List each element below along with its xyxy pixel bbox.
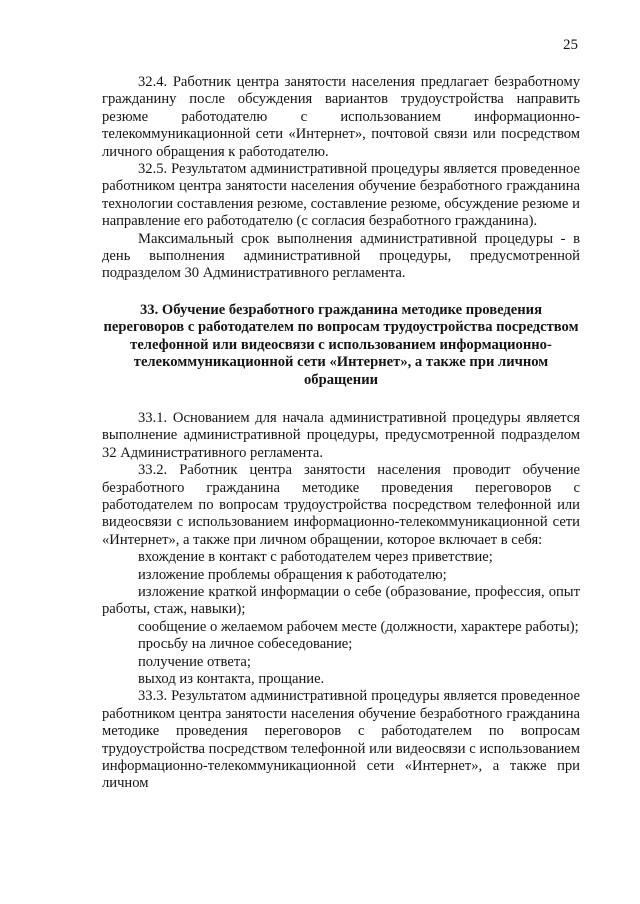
list-item-desired-job: сообщение о желаемом рабочем месте (должности, характере работы); — [138, 618, 579, 635]
document-body — [102, 74, 580, 793]
section-heading-33: 33. Обучение безработного гражданина методике проведения переговоров с работодателем по вопросам трудоустройства посредством телефонной или видеосвязи с использованием информационно-телекоммуникационной сети «Интернет», а также при личном обращении — [103, 301, 579, 388]
paragraph-32-4: 32.4. Работник центра занятости населения предлагает безработному гражданину после обсуждения вариантов трудоустройства направить резюме работодателю с использованием информационно-телекоммуникационной сети «Интернет», почтовой связи или посредством личного обращения к работодателю. — [102, 74, 580, 160]
page-number: 25 — [563, 37, 578, 53]
paragraph-33-1: 33.1. Основанием для начала административной процедуры является выполнение административной процедуры, предусмотренной подразделом 32 Административного регламента. — [102, 409, 580, 461]
list-item-interview-request: просьбу на личное собеседование; — [138, 636, 353, 653]
paragraph-max-term: Максимальный срок выполнения административной процедуры - в день выполнения административной процедуры, предусмотренной подразделом 30 Административного регламента. — [102, 230, 580, 282]
paragraph-32-5: 32.5. Результатом административной процедуры является проведенное работником центра занятости населения обучение безработного гражданина технологии составления резюме, составление резюме, обсуждение резюме и направление его работодателю (с согласия безработного гражданина). — [102, 161, 580, 230]
paragraph-33-2: 33.2. Работник центра занятости населения проводит обучение безработного гражданина методике проведения переговоров с работодателем по вопросам трудоустройства посредством телефонной или видеосвязи с использованием информационно-телекоммуникационной сети «Интернет», а также при личном обращении, которое включает в себя: — [102, 462, 580, 548]
list-item-farewell: выход из контакта, прощание. — [138, 671, 325, 687]
list-item-answer: получение ответа; — [138, 653, 251, 670]
list-item-contact: вхождение в контакт с работодателем через приветствие; — [138, 549, 493, 566]
list-item-problem: изложение проблемы обращения к работодателю; — [138, 566, 447, 583]
paragraph-33-3: 33.3. Результатом административной процедуры является проведенное работником центра занятости населения обучение безработного гражданина методике проведения переговоров с работодателем по вопросам трудоустройства посредством телефонной или видеосвязи с использованием информационно-телекоммуникационной сети «Интернет», а также при личном — [102, 688, 580, 792]
list-item-self-info: изложение краткой информации о себе (образование, профессия, опыт работы, стаж, навыки); — [102, 583, 580, 618]
